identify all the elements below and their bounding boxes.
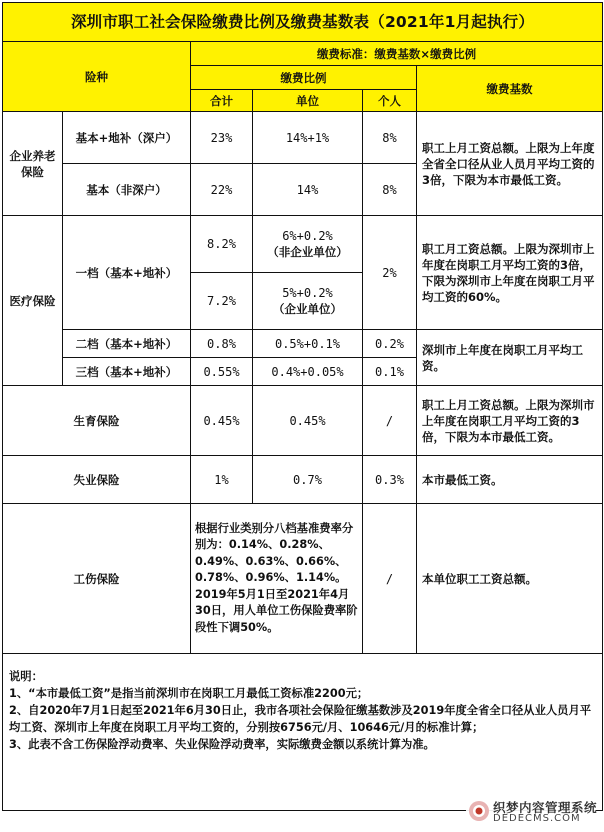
unemployment-base: 本市最低工资。 (417, 456, 603, 504)
employer-note: （企业单位） (273, 302, 342, 316)
pension-nonlocal-personal: 8% (363, 164, 417, 216)
dedecms-logo-icon (468, 800, 490, 822)
pension-local-personal: 8% (363, 112, 417, 164)
medical-tier1-label: 一档（基本+地补） (63, 216, 191, 330)
maternity-total: 0.45% (191, 386, 253, 456)
medical-tier1-personal: 2% (363, 216, 417, 330)
page-title: 深圳市职工社会保险缴费比例及缴费基数表（2021年1月起执行） (3, 3, 603, 42)
watermark-domain: DEDECMS.COM (493, 813, 581, 824)
employer-note: （非企业单位） (267, 245, 348, 259)
table-row (3, 504, 603, 654)
medical-tier1-corp-employer (253, 273, 363, 330)
table-row (3, 216, 603, 273)
injury-label: 工伤保险 (3, 504, 191, 654)
pension-type-local: 基本+地补（深户） (63, 112, 191, 164)
medical-tier3-personal: 0.1% (363, 358, 417, 386)
injury-personal: / (363, 504, 417, 654)
maternity-label: 生育保险 (3, 386, 191, 456)
medical-tier1-noncorp-employer (253, 216, 363, 273)
insurance-rate-table (2, 2, 603, 811)
medical-tier1-base: 职工月工资总额。上限为深圳市上年度在岗职工月平均工资的3倍，下限为深圳市上年度在岗职工月平均工资的60%。 (417, 216, 603, 330)
note-item: 3、此表不含工伤保险浮动费率、失业保险浮动费率，实际缴费金额以系统计算为准。 (9, 738, 435, 751)
medical-tier2-label: 二档（基本+地补） (63, 330, 191, 358)
maternity-personal: / (363, 386, 417, 456)
unemployment-total: 1% (191, 456, 253, 504)
medical-group-label: 医疗保险 (3, 216, 63, 386)
personal-header: 个人 (363, 90, 417, 112)
medical-tier23-base: 深圳市上年度在岗职工月平均工资。 (417, 330, 603, 386)
pension-type-nonlocal: 基本（非深户） (63, 164, 191, 216)
note-item: 1、“本市最低工资”是指当前深圳市在岗职工月最低工资标准2200元； (9, 687, 369, 700)
note-item: 2、自2020年7月1日起至2021年6月30日止，我市各项社会保险征缴基数涉及2019年度全省全口径从业人员月平均工资、深圳市上年度在岗职工月平均工资的，分别按6756元/月、10646元/月的标准计算； (9, 704, 592, 734)
table-row (3, 386, 603, 456)
ratio-header: 缴费比例 (191, 66, 417, 90)
notes (3, 654, 603, 811)
employer-header: 单位 (253, 90, 363, 112)
medical-tier1-corp-total: 7.2% (191, 273, 253, 330)
medical-tier2-total: 0.8% (191, 330, 253, 358)
pension-group-label: 企业养老保险 (3, 112, 63, 216)
medical-tier1-noncorp-total: 8.2% (191, 216, 253, 273)
injury-base: 本单位职工工资总额。 (417, 504, 603, 654)
injury-ratio: 根据行业类别分八档基准费率分别为：0.14%、0.28%、0.49%、0.63%、0.66%、0.78%、0.96%、1.14%。2019年5月1日至2021年4月30日，用人单位工伤保险费率阶段性下调50%。 (191, 504, 363, 654)
unemployment-label: 失业保险 (3, 456, 191, 504)
notes-heading: 说明： (9, 670, 43, 683)
pension-base: 职工上月工资总额。上限为上年度全省全口径从业人员月平均工资的3倍，下限为本市最低工资。 (417, 112, 603, 216)
table-row (3, 330, 603, 358)
pension-local-total: 23% (191, 112, 253, 164)
medical-tier3-employer: 0.4%+0.05% (253, 358, 363, 386)
maternity-employer: 0.45% (253, 386, 363, 456)
medical-tier2-employer: 0.5%+0.1% (253, 330, 363, 358)
medical-tier3-total: 0.55% (191, 358, 253, 386)
standard-header: 缴费标准：缴费基数×缴费比例 (191, 42, 603, 66)
pension-nonlocal-employer: 14% (253, 164, 363, 216)
employer-rate: 5%+0.2% (282, 286, 333, 300)
medical-tier3-label: 三档（基本+地补） (63, 358, 191, 386)
unemployment-employer: 0.7% (253, 456, 363, 504)
pension-local-employer: 14%+1% (253, 112, 363, 164)
employer-rate: 6%+0.2% (282, 229, 333, 243)
base-header: 缴费基数 (417, 66, 603, 112)
risk-type-header: 险种 (3, 42, 191, 112)
total-header: 合计 (191, 90, 253, 112)
insurance-rate-sheet (2, 2, 602, 828)
table-row (3, 112, 603, 164)
unemployment-personal: 0.3% (363, 456, 417, 504)
table-row (3, 456, 603, 504)
maternity-base: 职工上月工资总额。上限为深圳市上年度在岗职工月平均工资的3倍，下限为本市最低工资。 (417, 386, 603, 456)
medical-tier2-personal: 0.2% (363, 330, 417, 358)
watermark (466, 796, 596, 826)
watermark-name: 织梦内容管理系统 (493, 800, 598, 815)
pension-nonlocal-total: 22% (191, 164, 253, 216)
